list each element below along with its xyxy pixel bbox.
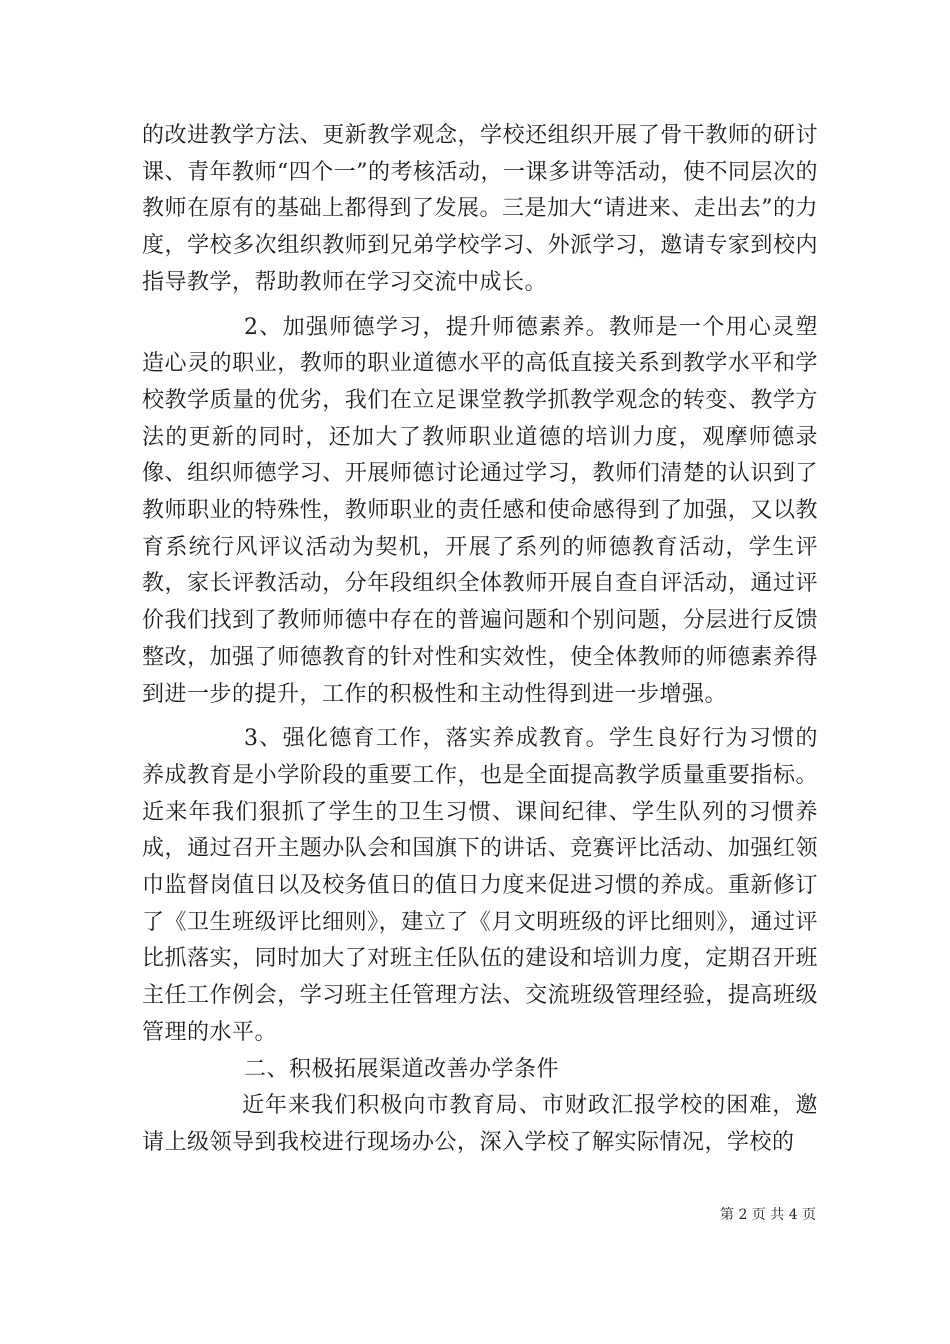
paragraph-teacher-ethics: 2、加强师德学习，提升师德素养。教师是一个用心灵塑造心灵的职业，教师的职业道德水平的高低直接关系到教学水平和学校教学质量的优劣，我们在立足课堂教学抓教学观念的转变、教学方法的更新的同时，还加大了教师职业道德的培训力度，观摩师德录像、组织师德学习、开展师德讨论通过学习，教师们清楚的认识到了教师职业的特殊性，教师职业的责任感和使命感得到了加强，又以教育系统行风评议活动为契机，开展了系列的师德教育活动，学生评教，家长评教活动，分年段组织全体教师开展自查自评活动，通过评价我们找到了教师师德中存在的普遍问题和个别问题，分层进行反馈整改，加强了师德教育的针对性和实效性，使全体教师的师德素养得到进一步的提升，工作的积极性和主动性得到进一步增强。 bbox=[142, 314, 818, 707]
page-number-footer: 第 2 页 共 4 页 bbox=[720, 1207, 817, 1223]
section-heading: 二、积极拓展渠道改善办学条件 bbox=[244, 1056, 560, 1082]
document-body bbox=[142, 118, 818, 1162]
paragraph-continuation: 的改进教学方法、更新教学观念，学校还组织开展了骨干教师的研讨课、青年教师“四个一”的考核活动，一课多讲等活动，使不同层次的教师在原有的基础上都得到了发展。三是加大“请进来、走出去”的力度，学校多次组织教师到兄弟学校学习、外派学习，邀请专家到校内指导教学，帮助教师在学习交流中成长。 bbox=[142, 123, 818, 295]
paragraph-moral-education: 3、强化德育工作，落实养成教育。学生良好行为习惯的养成教育是小学阶段的重要工作，也是全面提高教学质量重要指标。近来年我们狠抓了学生的卫生习惯、课间纪律、学生队列的习惯养成，通过召开主题办队会和国旗下的讲话、竞赛评比活动、加强红领巾监督岗值日以及校务值日的值日力度来促进习惯的养成。重新修订了《卫生班级评比细则》，建立了《月文明班级的评比细则》，通过评比抓落实，同时加大了对班主任队伍的建设和培训力度，定期召开班主任工作例会，学习班主任管理方法、交流班级管理经验，提高班级管理的水平。 bbox=[142, 726, 818, 1045]
paragraph-closing: 近年来我们积极向市教育局、市财政汇报学校的困难，邀请上级领导到我校进行现场办公，深入学校了解实际情况，学校的 bbox=[142, 1093, 818, 1155]
